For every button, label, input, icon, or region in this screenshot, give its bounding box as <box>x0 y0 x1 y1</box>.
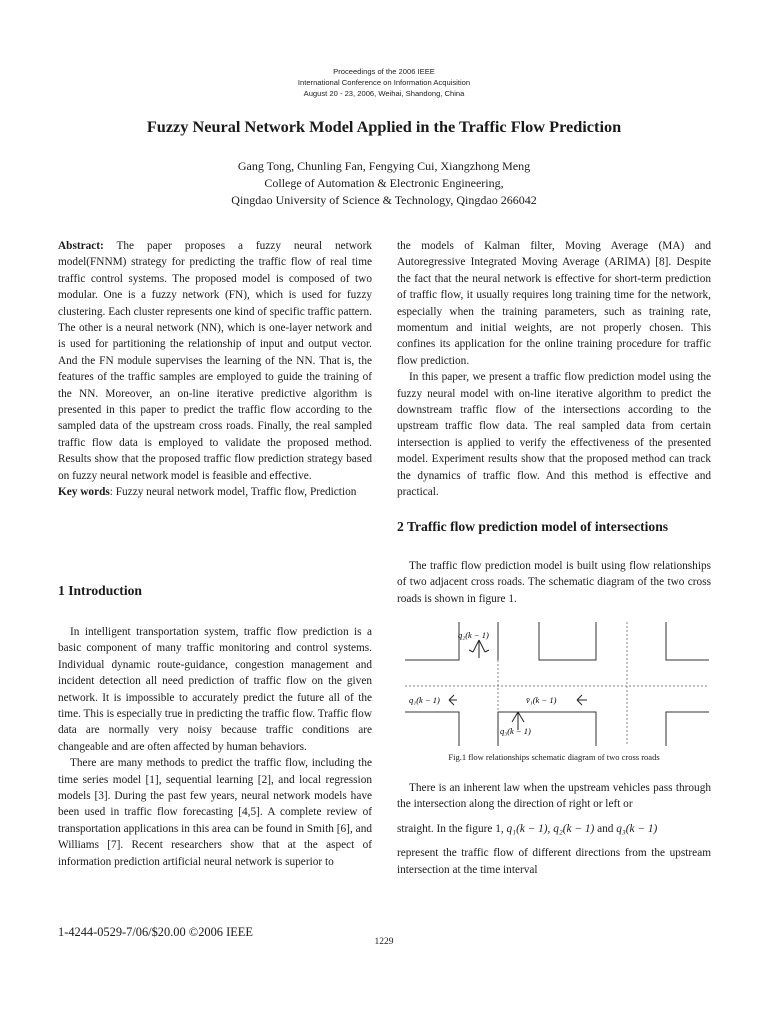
section-2-paragraph-1: The traffic flow prediction model is built using flow relationships of two adjacent cross roads. The schematic diagram of the two cross roads is shown in figure 1. <box>397 560 711 605</box>
right-column <box>397 238 711 501</box>
author-names: Gang Tong, Chunling Fan, Fengying Cui, Xiangzhong Meng <box>237 159 531 173</box>
abstract <box>58 238 372 484</box>
proceedings-line-1: Proceedings of the 2006 IEEE <box>333 67 435 76</box>
section-2-intro <box>397 558 711 607</box>
section-1-heading: 1 Introduction <box>58 583 142 598</box>
copyright-notice: 1-4244-0529-7/06/$20.00 ©2006 IEEE <box>58 925 253 939</box>
road-corner-top-middle <box>539 622 596 660</box>
intro-paragraph-1: In intelligent transportation system, traffic flow prediction is a basic component of many traffic monitoring and control systems. Individual dynamic route-guidance, congestion management and incident detection all need prediction of traffic flow on the given network. It is impossible to accurately predict the future all of the time. This is especially true in predicting the traffic flow. Traffic flow data are normally very noisy because traffic conditions are changeable and are often affected by human behaviors. <box>58 626 372 753</box>
author-college: College of Automation & Electronic Engineering, <box>264 176 504 190</box>
v1-arrows <box>577 695 587 705</box>
keywords <box>58 484 372 500</box>
figure-caption: Fig.1 flow relationships schematic diagram of two cross roads <box>448 752 660 762</box>
section-2-paragraph-2c: represent the traffic flow of different directions from the upstream intersection at the time interval <box>397 847 711 876</box>
proceedings-line-2: International Conference on Information Acquisition <box>297 78 471 87</box>
right-paragraph-1: the models of Kalman filter, Moving Average (MA) and Autoregressive Integrated Moving Average (ARIMA) [8]. Despite the fact that the neural network is effective for short-term prediction of traffic flow, it usually requires long training time for the network, especially when the training parameters, such as training rate, momentum and initial weights, are not properly chosen. This confines its application for the online training procedure for traffic flow prediction. <box>397 240 711 367</box>
author-university: Qingdao University of Science & Technology, Qingdao 266042 <box>231 193 537 207</box>
v1-label: v̄₁(k − 1) <box>526 695 557 705</box>
section-2-heading: 2 Traffic flow prediction model of intersections <box>397 519 669 534</box>
intersection-schematic <box>397 620 712 748</box>
q2-arrows <box>469 640 489 658</box>
keywords-text: : Fuzzy neural network model, Traffic flow, Prediction <box>109 486 357 499</box>
q3-inline: q₃(k − 1) <box>616 822 658 835</box>
section-2-body <box>397 780 711 878</box>
road-corner-bottom-left <box>405 712 459 746</box>
q2-label: q₂(k − 1) <box>458 630 489 640</box>
q3-label: q₃(k − 1) <box>500 726 531 736</box>
section-2-paragraph-2a: There is an inherent law when the upstream vehicles pass through the intersection along the direction of right or left or <box>397 782 711 811</box>
q1-label: q₁(k − 1) <box>409 695 440 705</box>
right-paragraph-2: In this paper, we present a traffic flow prediction model using the fuzzy neural model with on-line iterative algorithm to predict the downstream traffic flow of the intersections according to the upstream traffic flow data. The real sampled data from certain intersection is applied to verify the effectiveness of the presented model. Experiment results show that the proposed method can track the dynamics of traffic flow. And this method is effective and practical. <box>397 371 711 499</box>
q1-inline: q₁(k − 1) <box>506 822 548 835</box>
road-corner-top-left-1 <box>405 622 459 660</box>
section-2-paragraph-2b: straight. In the figure 1, q₁(k − 1), q₂(k − 1) and q₃(k − 1) <box>397 822 658 835</box>
left-column <box>58 238 372 501</box>
q2-inline: q₂(k − 1) <box>553 822 595 835</box>
intro-paragraph-2: There are many methods to predict the traffic flow, including the time series model [1], sequential learning [2], and local regression models [3]. During the past few years, neural network models have been used in traffic flow forecasting [4,5]. A complete review of transportation applications in this area can be found in Smith [6], and Williams [7]. Recent researchers show that at the aspect of information prediction artificial neural network is superior to <box>58 757 372 868</box>
and-word: and <box>597 822 614 835</box>
keywords-label: Key words <box>58 486 110 499</box>
road-corner-bottom-right <box>666 712 709 746</box>
q1-arrows <box>449 695 457 705</box>
abstract-label: Abstract: <box>58 240 104 252</box>
page-number: 1229 <box>374 937 394 947</box>
figure-reference-text: straight. In the figure 1, <box>397 822 504 835</box>
paper-title: Fuzzy Neural Network Model Applied in the Traffic Flow Prediction <box>146 117 622 136</box>
road-corner-top-right <box>666 622 709 660</box>
introduction-body <box>58 624 372 870</box>
proceedings-line-3: August 20 - 23, 2006, Weihai, Shandong, China <box>303 89 465 98</box>
abstract-text: The paper proposes a fuzzy neural network model(FNNM) strategy for predicting the traffic flow of real time traffic control systems. The proposed model is composed of two modular. One is a fuzzy network (FN), which is used for fuzzy clustering. Each cluster represents one kind of specific traffic pattern. The other is a neural network (NN), which is one-layer network and is used for partitioning the relationship of input and output vector. And the FN module supervises the learning of the NN. That is, the features of the traffic samples are employed to guide the training of the NN. Moreover, an on-line iterative predictive algorithm is presented in this paper to predict the traffic flow according to the sampled data of the upstream cross roads. Finally, the real sampled traffic flow data is employed to validate the proposed method. Results show that the proposed traffic flow prediction strategy based on fuzzy neural network model is feasible and effective. <box>58 240 372 482</box>
